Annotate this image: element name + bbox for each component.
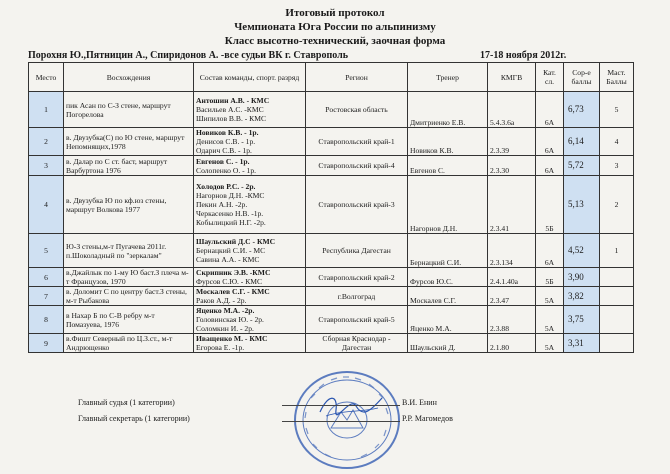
chief-judge-signature-line bbox=[282, 405, 400, 406]
team-cell bbox=[194, 156, 306, 176]
score-cell: 6,14 bbox=[564, 128, 600, 156]
coach-cell: Евгенов С. bbox=[408, 156, 488, 176]
coach-cell: Нагорнов Д.Н. bbox=[408, 176, 488, 234]
team-member: Фурсов С.Ю. - КМС bbox=[196, 277, 263, 286]
team-member: Солопенко О. - 1р. bbox=[196, 165, 257, 175]
region-cell: Сборная Краснодар - Дагестан bbox=[306, 334, 408, 353]
team-member: Нагорнов Д.Н. -КМС bbox=[196, 191, 265, 200]
route-cell: в. Далар по С ст. баст, маршрут Варбуртона 1976 bbox=[64, 156, 194, 176]
team-member: Савина А.А. - КМС bbox=[196, 255, 260, 264]
team-member: Шаульский Д.С - КМС bbox=[196, 237, 276, 246]
header-master-points: Маст. Баллы bbox=[600, 63, 634, 92]
score-cell: 3,82 bbox=[564, 287, 600, 306]
kmgv-cell: 2.3.39 bbox=[488, 128, 536, 156]
header-team: Состав команды, спорт. разряд bbox=[194, 63, 306, 92]
place-cell: 2 bbox=[29, 128, 64, 156]
kmgv-cell: 2.3.134 bbox=[488, 234, 536, 268]
secretary-name: Р.Р. Магомедов bbox=[402, 414, 453, 423]
kmgv-cell: 2.3.88 bbox=[488, 306, 536, 334]
category-cell: 5А bbox=[536, 334, 564, 353]
region-cell: Ставропольский край-3 bbox=[306, 176, 408, 234]
team-cell bbox=[194, 334, 306, 353]
team-member: Черкасенко Н.В. -1р. bbox=[196, 209, 264, 218]
kmgv-cell: 2.4.1.40а bbox=[488, 268, 536, 287]
master-points-cell: 3 bbox=[600, 156, 634, 176]
master-points-cell bbox=[600, 287, 634, 306]
coach-cell: Бернацкий С.И. bbox=[408, 234, 488, 268]
chief-judge-label: Главный судья (1 категории) bbox=[78, 398, 175, 407]
route-cell: в.Фишт Северный по Ц.З.ст., м-т Андрющенко bbox=[64, 334, 194, 353]
category-cell: 5А bbox=[536, 306, 564, 334]
team-member: Васильев А.С. -КМС bbox=[196, 105, 264, 114]
master-points-cell bbox=[600, 268, 634, 287]
place-cell: 3 bbox=[29, 156, 64, 176]
place-cell: 9 bbox=[29, 334, 64, 353]
score-cell: 3,75 bbox=[564, 306, 600, 334]
header-category: Кат. сл. bbox=[536, 63, 564, 92]
table-header-row bbox=[29, 63, 634, 92]
header-region: Регион bbox=[306, 63, 408, 92]
category-cell: 6А bbox=[536, 128, 564, 156]
team-cell bbox=[194, 92, 306, 128]
team-member: Денисов С.В. - 1р. bbox=[196, 137, 256, 146]
table-row bbox=[29, 176, 634, 234]
team-member: Соломкин И. - 2р. bbox=[196, 324, 254, 333]
team-member: Антошин А.В. - КМС bbox=[196, 96, 270, 105]
team-member: Новиков К.В. - 1р. bbox=[196, 128, 259, 137]
championship-title: Чемпионата Юга России по альпинизму bbox=[234, 21, 436, 33]
team-member: Шипилов В.В. - КМС bbox=[196, 114, 267, 123]
header-place: Место bbox=[29, 63, 64, 92]
judges-text: Порохня Ю.,Пятницин А., Спиридонов А. -все судьи ВК г. Ставрополь bbox=[28, 50, 348, 61]
region-cell: Ростовская область bbox=[306, 92, 408, 128]
region-cell: Ставропольский край-1 bbox=[306, 128, 408, 156]
team-cell bbox=[194, 176, 306, 234]
region-cell: Ставропольский край-5 bbox=[306, 306, 408, 334]
table-row bbox=[29, 234, 634, 268]
coach-cell: Дмитриенко Е.В. bbox=[408, 92, 488, 128]
team-member: Головинская Ю. - 2р. bbox=[196, 315, 264, 324]
master-points-cell: 2 bbox=[600, 176, 634, 234]
master-points-cell: 4 bbox=[600, 128, 634, 156]
table-row bbox=[29, 334, 634, 353]
table-row bbox=[29, 156, 634, 176]
master-points-cell: 1 bbox=[600, 234, 634, 268]
coach-cell: Москалев С.Г. bbox=[408, 287, 488, 306]
route-cell: Ю-З стены,м-т Пугачева 2011г. п.Шоколадный по "зеркалам" bbox=[64, 234, 194, 268]
place-cell: 4 bbox=[29, 176, 64, 234]
secretary-label: Главный секретарь (1 категории) bbox=[78, 414, 190, 423]
team-member: Одарич С.В. - 1р. bbox=[196, 146, 252, 155]
header-kmgv: КМГВ bbox=[488, 63, 536, 92]
place-cell: 6 bbox=[29, 268, 64, 287]
route-cell: в Нахар Б по С-В ребру м-т Помазуева, 1976 bbox=[64, 306, 194, 334]
team-member: Скрипник Э.В. -КМС bbox=[196, 268, 271, 277]
score-cell: 4,52 bbox=[564, 234, 600, 268]
judges-line bbox=[28, 49, 648, 62]
score-cell: 3,31 bbox=[564, 334, 600, 353]
route-cell: в. Двузубка(С) по Ю стене, маршрут Непомнящих,1978 bbox=[64, 128, 194, 156]
route-cell: в.Джайлык по 1-му Ю баст.З плеча м-т Французов, 1970 bbox=[64, 268, 194, 287]
category-cell: 5Б bbox=[536, 176, 564, 234]
team-cell bbox=[194, 234, 306, 268]
region-cell: Ставропольский край-4 bbox=[306, 156, 408, 176]
place-cell: 8 bbox=[29, 306, 64, 334]
kmgv-cell: 5.4.3.6а bbox=[488, 92, 536, 128]
coach-cell: Новиков К.В. bbox=[408, 128, 488, 156]
place-cell: 7 bbox=[29, 287, 64, 306]
team-member: Холодов Р.С. - 2р. bbox=[196, 182, 256, 191]
route-cell: в. Двузубка Ю по кф.юз стены, маршрут Волкова 1977 bbox=[64, 176, 194, 234]
protocol-title: Итоговый протокол bbox=[285, 7, 385, 19]
master-points-cell: 5 bbox=[600, 92, 634, 128]
table-row bbox=[29, 268, 634, 287]
score-cell: 5,72 bbox=[564, 156, 600, 176]
results-body bbox=[29, 92, 634, 353]
route-cell: в. Доломит С по центру баст.З стены, м-т Рыбакова bbox=[64, 287, 194, 306]
score-cell: 5,13 bbox=[564, 176, 600, 234]
results-table bbox=[28, 62, 634, 353]
table-row bbox=[29, 92, 634, 128]
team-cell bbox=[194, 128, 306, 156]
team-member: Яценко М.А. -2р. bbox=[196, 306, 255, 315]
team-cell bbox=[194, 268, 306, 287]
route-cell: пик Асан по С-З стене, маршрут Погорелова bbox=[64, 92, 194, 128]
category-cell: 6А bbox=[536, 156, 564, 176]
category-cell: 5А bbox=[536, 287, 564, 306]
team-member: Бернацкий С.И. - МС bbox=[196, 246, 266, 255]
event-date: 17-18 ноября 2012г. bbox=[480, 50, 567, 61]
team-cell bbox=[194, 287, 306, 306]
coach-cell: Шаульский Д. bbox=[408, 334, 488, 353]
region-cell: Республика Дагестан bbox=[306, 234, 408, 268]
header-coach: Тренер bbox=[408, 63, 488, 92]
table-row bbox=[29, 128, 634, 156]
place-cell: 1 bbox=[29, 92, 64, 128]
team-member: Евгенов С. - 1р. bbox=[196, 156, 250, 166]
team-cell bbox=[194, 306, 306, 334]
team-member: Пекин А.Н. -2р. bbox=[196, 200, 248, 209]
team-member: Егорова Е. -1р. bbox=[196, 343, 245, 352]
team-member: Кобылицкий Н.Г. -2р. bbox=[196, 218, 266, 227]
class-title: Класс высотно-технический, заочная форма bbox=[224, 35, 446, 47]
category-cell: 6А bbox=[536, 234, 564, 268]
place-cell: 5 bbox=[29, 234, 64, 268]
kmgv-cell: 2.3.47 bbox=[488, 287, 536, 306]
team-member: Москалев С.Г. - КМС bbox=[196, 287, 270, 296]
region-cell: г.Волгоград bbox=[306, 287, 408, 306]
table-row bbox=[29, 306, 634, 334]
region-cell: Ставропольский край-2 bbox=[306, 268, 408, 287]
category-cell: 6А bbox=[536, 92, 564, 128]
chief-judge-name: В.И. Енин bbox=[402, 398, 437, 407]
score-cell: 6,73 bbox=[564, 92, 600, 128]
kmgv-cell: 2.3.30 bbox=[488, 156, 536, 176]
table-row bbox=[29, 287, 634, 306]
master-points-cell bbox=[600, 306, 634, 334]
category-cell: 5Б bbox=[536, 268, 564, 287]
header-route: Восхождения bbox=[64, 63, 194, 92]
coach-cell: Яценко М.А. bbox=[408, 306, 488, 334]
kmgv-cell: 2.1.80 bbox=[488, 334, 536, 353]
team-member: Раков А.Д. - 2р. bbox=[196, 296, 247, 305]
team-member: Иващенко М. - КМС bbox=[196, 334, 268, 343]
coach-cell: Фурсов Ю.С. bbox=[408, 268, 488, 287]
master-points-cell bbox=[600, 334, 634, 353]
secretary-signature-line bbox=[282, 421, 400, 422]
kmgv-cell: 2.3.41 bbox=[488, 176, 536, 234]
score-cell: 3,90 bbox=[564, 268, 600, 287]
header-score: Сор-е баллы bbox=[564, 63, 600, 92]
